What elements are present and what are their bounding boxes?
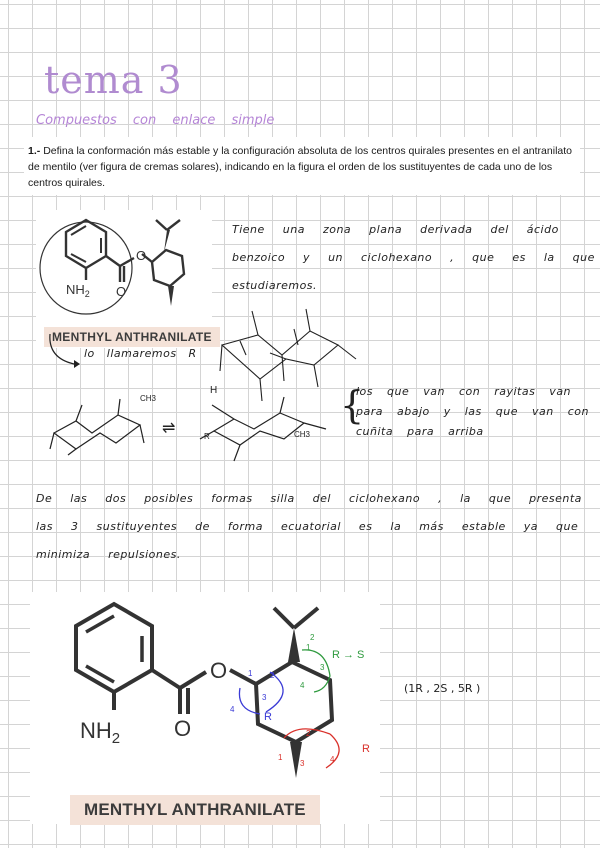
c2-n1: 1 xyxy=(306,643,311,652)
c2-config: R → S xyxy=(332,649,365,661)
note-line-1: Tiene una zona plana derivada del ácido xyxy=(232,223,559,236)
c3-n4: 4 xyxy=(330,755,335,764)
side-note-2: para abajo y las que van con xyxy=(356,405,589,418)
nh2-label: $NH_2$ xyxy=(66,282,90,299)
c3-n2: 2 xyxy=(306,729,311,738)
c2-n3: 3 xyxy=(320,663,325,672)
figure1-caption: MENTHYL ANTHRANILATE xyxy=(44,327,220,347)
c1-n3: 3 xyxy=(262,693,267,702)
c2-n2: 2 xyxy=(310,633,315,642)
chair-conformations xyxy=(44,385,344,465)
arrow-note: lo llamaremos R xyxy=(84,347,197,360)
note-line-3: estudiaremos. xyxy=(232,279,318,292)
c1-config: R xyxy=(264,711,272,723)
question-box xyxy=(24,137,580,195)
note-line-2: benzoico y un ciclohexano , que es la que xyxy=(232,251,595,264)
cyclohexane-ring-2 xyxy=(256,662,332,742)
figure2-structure xyxy=(30,592,380,824)
paragraph-line-3: minimiza repulsiones. xyxy=(36,548,181,561)
curved-arrow xyxy=(44,330,84,370)
c3-n1: 1 xyxy=(278,753,283,762)
c1-n4: 4 xyxy=(230,705,235,714)
equilibrium-arrows: ⇌ xyxy=(162,420,176,437)
cyclohexane-ring xyxy=(152,250,184,286)
figure2-caption: MENTHYL ANTHRANILATE xyxy=(70,795,320,825)
page-subtitle: Compuestos con enlace simple xyxy=(36,113,275,128)
ester-o-label: O xyxy=(136,248,147,263)
c3-n3: 3 xyxy=(300,759,305,768)
c2-n4: 4 xyxy=(300,681,305,690)
ch3-right: CH3 xyxy=(294,430,311,439)
carbonyl-o-label-2: O xyxy=(174,716,192,741)
c1-n2: 2 xyxy=(270,671,275,680)
question-text: Defina la conformación más estable y la configuración absoluta de los centros quirales presentes en el antranilato de mentilo (ver figura de cremas solares), indicando en la figura el orden de los sustituyentes de cada uno de los centros quirales. xyxy=(28,145,572,189)
configuration-answer: (1R , 2S , 5R ) xyxy=(404,682,481,695)
ch3-left: CH3 xyxy=(140,394,157,403)
c1-n1: 1 xyxy=(248,669,253,678)
side-brace: { xyxy=(340,383,365,427)
side-note-3: cuñita para arriba xyxy=(356,425,484,438)
page-title: tema 3 xyxy=(44,58,183,102)
question-number: 1.- xyxy=(28,145,41,157)
h-label: H xyxy=(210,385,218,396)
c3-config: R xyxy=(362,743,370,755)
paragraph-line-1: De las dos posibles formas silla del ciclohexano , la que presenta xyxy=(36,492,582,505)
r-label: R xyxy=(204,432,210,441)
ester-o-label-2: O xyxy=(210,658,228,683)
nh2-label-2: $NH_2$ xyxy=(80,718,121,747)
figure2-card xyxy=(30,592,380,824)
carbonyl-o-label: O xyxy=(116,284,127,299)
paragraph-line-2: las 3 sustituyentes de forma ecuatorial es la más estable ya que xyxy=(36,520,579,533)
side-note-1: los que van con rayitas van xyxy=(356,385,572,398)
